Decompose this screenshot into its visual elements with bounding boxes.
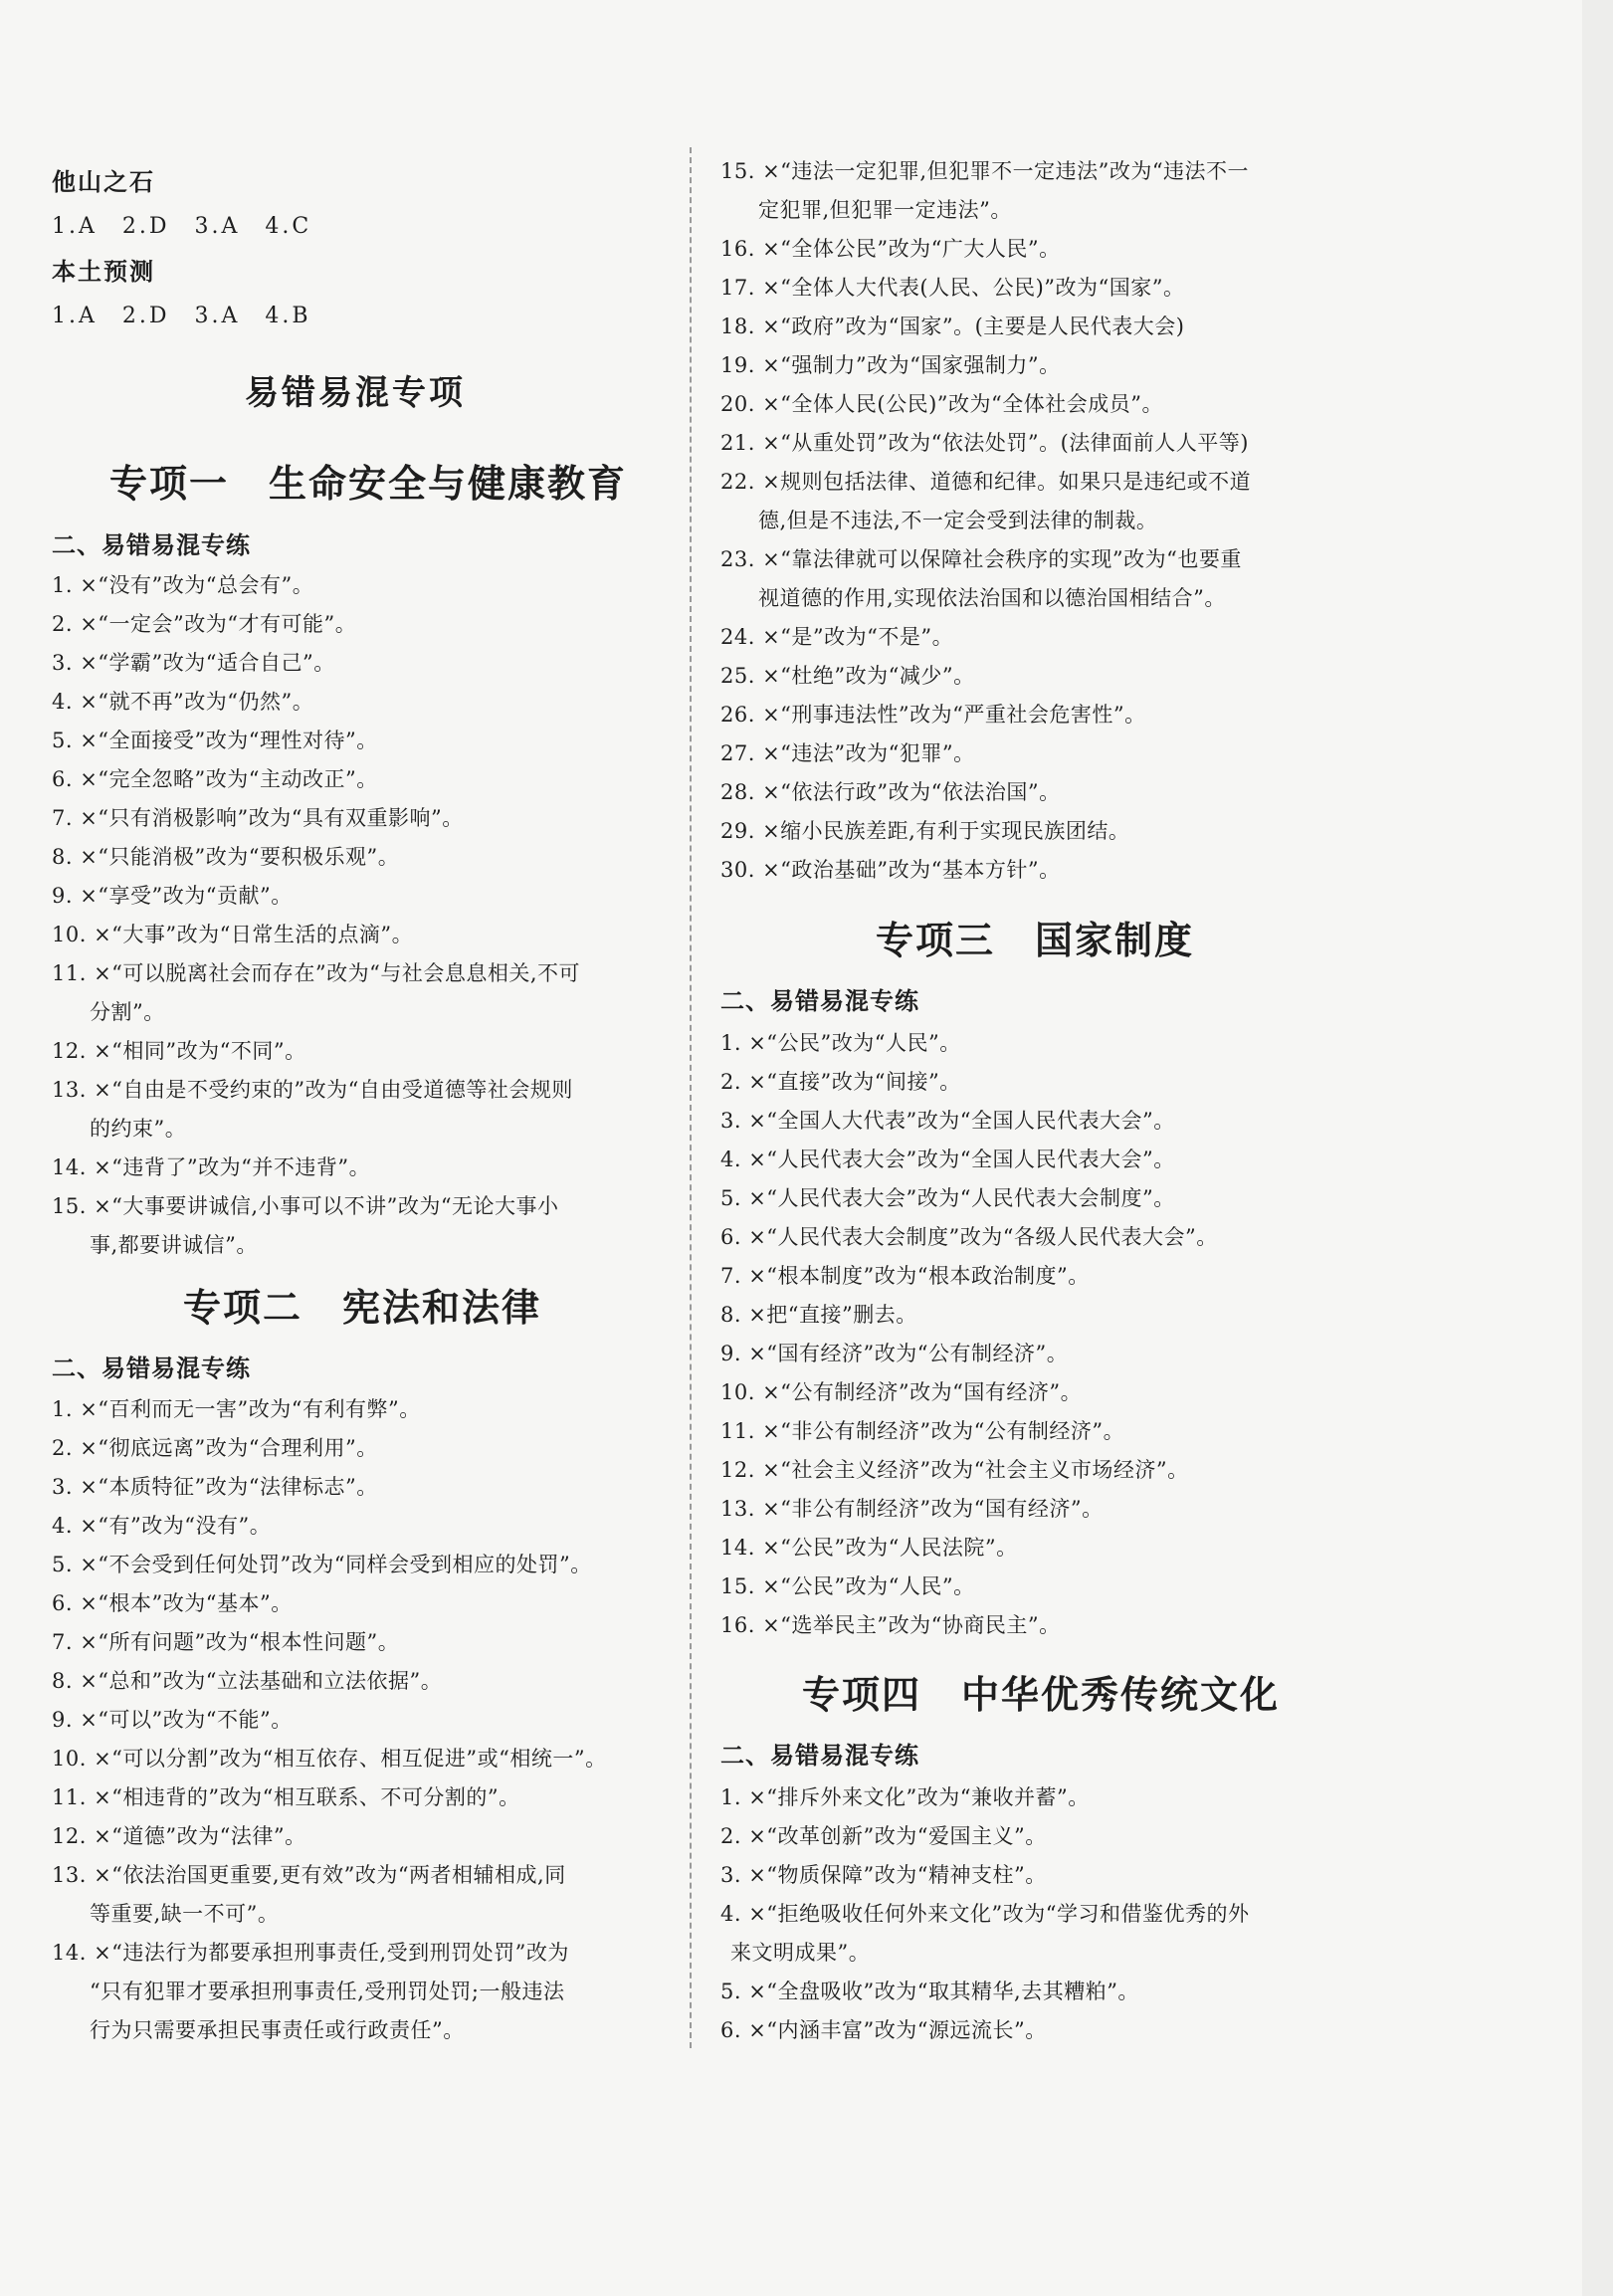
list-item: 18. ×“政府”改为“国家”。(主要是人民代表大会) [720, 314, 1185, 338]
page-edge-shade [1582, 0, 1613, 2296]
list-item: 4. ×“就不再”改为“仍然”。 [52, 690, 314, 714]
list-item: 7. ×“只有消极影响”改为“具有双重影响”。 [52, 806, 464, 830]
list-item: 19. ×“强制力”改为“国家强制力”。 [720, 353, 1061, 377]
list-item: 13. ×“依法治国更重要,更有效”改为“两者相辅相成,同 [52, 1863, 566, 1887]
list-item: 25. ×“杜绝”改为“减少”。 [720, 664, 975, 688]
section3-title: 专项三 国家制度 [876, 919, 1195, 962]
list-item: 9. ×“国有经济”改为“公有制经济”。 [720, 1342, 1069, 1365]
list-item: 10. ×“可以分割”改为“相互依存、相互促进”或“相统一”。 [52, 1747, 607, 1771]
list-item-continuation: 定犯罪,但犯罪一定违法”。 [758, 198, 1012, 222]
list-item: 7. ×“根本制度”改为“根本政治制度”。 [720, 1264, 1090, 1288]
list-item: 10. ×“公有制经济”改为“国有经济”。 [720, 1380, 1083, 1404]
list-item: 15. ×“大事要讲诚信,小事可以不讲”改为“无论大事小 [52, 1194, 559, 1218]
list-item-continuation: 的约束”。 [90, 1117, 187, 1141]
list-item: 11. ×“可以脱离社会而存在”改为“与社会息息相关,不可 [52, 961, 581, 985]
list-item: 2. ×“彻底远离”改为“合理利用”。 [52, 1436, 378, 1460]
list-item: 6. ×“根本”改为“基本”。 [52, 1591, 293, 1615]
list-item: 9. ×“享受”改为“贡献”。 [52, 884, 293, 908]
list-item: 22. ×规则包括法律、道德和纪律。如果只是违纪或不道 [720, 470, 1252, 494]
list-item: 28. ×“依法行政”改为“依法治国”。 [720, 780, 1061, 804]
column-divider [690, 147, 692, 2048]
list-item: 29. ×缩小民族差距,有利于实现民族团结。 [720, 819, 1130, 843]
list-item-continuation: 行为只需要承担民事责任或行政责任”。 [90, 2018, 465, 2042]
list-item: 26. ×“刑事违法性”改为“严重社会危害性”。 [720, 703, 1146, 727]
answers-bentu: 1.A 2.D 3.A 4.B [52, 304, 311, 328]
list-item: 14. ×“公民”改为“人民法院”。 [720, 1536, 1018, 1560]
list-item-continuation: 来文明成果”。 [730, 1941, 871, 1965]
list-item: 7. ×“所有问题”改为“根本性问题”。 [52, 1630, 400, 1654]
list-item: 3. ×“物质保障”改为“精神支柱”。 [720, 1863, 1047, 1887]
list-item: 1. ×“公民”改为“人民”。 [720, 1031, 961, 1055]
main-title: 易错易混专项 [245, 373, 466, 413]
section1-subheading: 二、易错易混专练 [52, 531, 251, 559]
list-item: 24. ×“是”改为“不是”。 [720, 625, 954, 649]
list-item: 6. ×“人民代表大会制度”改为“各级人民代表大会”。 [720, 1225, 1218, 1249]
list-item: 12. ×“道德”改为“法律”。 [52, 1824, 306, 1848]
list-item: 8. ×“只能消极”改为“要积极乐观”。 [52, 845, 400, 869]
list-item: 27. ×“违法”改为“犯罪”。 [720, 741, 975, 765]
list-item: 5. ×“全盘吸收”改为“取其精华,去其糟粕”。 [720, 1980, 1139, 2003]
list-item-continuation: 等重要,缺一不可”。 [90, 1902, 280, 1926]
list-item: 20. ×“全体人民(公民)”改为“全体社会成员”。 [720, 392, 1163, 416]
list-item: 11. ×“非公有制经济”改为“公有制经济”。 [720, 1419, 1125, 1443]
list-item: 1. ×“排斥外来文化”改为“兼收并蓄”。 [720, 1785, 1090, 1809]
list-item: 15. ×“违法一定犯罪,但犯罪不一定违法”改为“违法不一 [720, 159, 1250, 183]
list-item: 3. ×“全国人大代表”改为“全国人民代表大会”。 [720, 1109, 1175, 1133]
section1-title: 专项一 生命安全与健康教育 [109, 462, 628, 506]
list-item: 6. ×“完全忽略”改为“主动改正”。 [52, 767, 378, 791]
section2-title: 专项二 宪法和法律 [183, 1286, 542, 1330]
list-item: 6. ×“内涵丰富”改为“源远流长”。 [720, 2018, 1047, 2042]
list-item-continuation: 事,都要讲诚信”。 [90, 1233, 258, 1257]
list-item: 3. ×“学霸”改为“适合自己”。 [52, 651, 335, 675]
list-item: 2. ×“直接”改为“间接”。 [720, 1070, 961, 1094]
list-item: 8. ×“总和”改为“立法基础和立法依据”。 [52, 1669, 443, 1693]
list-item: 16. ×“选举民主”改为“协商民主”。 [720, 1613, 1061, 1637]
list-item: 2. ×“改革创新”改为“爱国主义”。 [720, 1824, 1047, 1848]
list-item: 13. ×“自由是不受约束的”改为“自由受道德等社会规则 [52, 1078, 573, 1102]
heading-tashan: 他山之石 [52, 168, 155, 196]
list-item-continuation: “只有犯罪才要承担刑事责任,受刑罚处罚;一般违法 [90, 1980, 565, 2003]
list-item: 8. ×把“直接”删去。 [720, 1303, 917, 1327]
list-item: 9. ×“可以”改为“不能”。 [52, 1708, 293, 1732]
answers-tashan: 1.A 2.D 3.A 4.C [52, 214, 312, 239]
heading-bentu: 本土预测 [52, 258, 155, 286]
section3-subheading: 二、易错易混专练 [720, 987, 919, 1015]
list-item: 11. ×“相违背的”改为“相互联系、不可分割的”。 [52, 1785, 520, 1809]
list-item: 5. ×“人民代表大会”改为“人民代表大会制度”。 [720, 1186, 1175, 1210]
list-item: 23. ×“靠法律就可以保障社会秩序的实现”改为“也要重 [720, 547, 1242, 571]
list-item: 15. ×“公民”改为“人民”。 [720, 1574, 975, 1598]
section4-subheading: 二、易错易混专练 [720, 1742, 919, 1770]
list-item: 16. ×“全体公民”改为“广大人民”。 [720, 237, 1061, 261]
list-item: 3. ×“本质特征”改为“法律标志”。 [52, 1475, 378, 1499]
list-item: 1. ×“没有”改为“总会有”。 [52, 573, 314, 597]
list-item: 4. ×“拒绝吸收任何外来文化”改为“学习和借鉴优秀的外 [720, 1902, 1250, 1926]
list-item: 12. ×“相同”改为“不同”。 [52, 1039, 306, 1063]
list-item: 4. ×“有”改为“没有”。 [52, 1514, 272, 1538]
list-item: 10. ×“大事”改为“日常生活的点滴”。 [52, 923, 414, 946]
list-item-continuation: 视道德的作用,实现依法治国和以德治国相结合”。 [758, 586, 1226, 610]
list-item-continuation: 德,但是不违法,不一定会受到法律的制裁。 [758, 509, 1158, 532]
list-item-continuation: 分割”。 [90, 1000, 165, 1024]
list-item: 14. ×“违背了”改为“并不违背”。 [52, 1155, 371, 1179]
list-item: 5. ×“不会受到任何处罚”改为“同样会受到相应的处罚”。 [52, 1553, 592, 1576]
list-item: 17. ×“全体人大代表(人民、公民)”改为“国家”。 [720, 276, 1185, 300]
list-item: 4. ×“人民代表大会”改为“全国人民代表大会”。 [720, 1148, 1175, 1171]
section2-subheading: 二、易错易混专练 [52, 1355, 251, 1382]
list-item: 2. ×“一定会”改为“才有可能”。 [52, 612, 357, 636]
list-item: 5. ×“全面接受”改为“理性对待”。 [52, 729, 378, 752]
list-item: 13. ×“非公有制经济”改为“国有经济”。 [720, 1497, 1104, 1521]
section4-title: 专项四 中华优秀传统文化 [802, 1673, 1281, 1717]
list-item: 14. ×“违法行为都要承担刑事责任,受到刑罚处罚”改为 [52, 1941, 569, 1965]
list-item: 12. ×“社会主义经济”改为“社会主义市场经济”。 [720, 1458, 1189, 1482]
list-item: 21. ×“从重处罚”改为“依法处罚”。(法律面前人人平等) [720, 431, 1249, 455]
list-item: 1. ×“百利而无一害”改为“有利有弊”。 [52, 1397, 421, 1421]
list-item: 30. ×“政治基础”改为“基本方针”。 [720, 858, 1061, 882]
